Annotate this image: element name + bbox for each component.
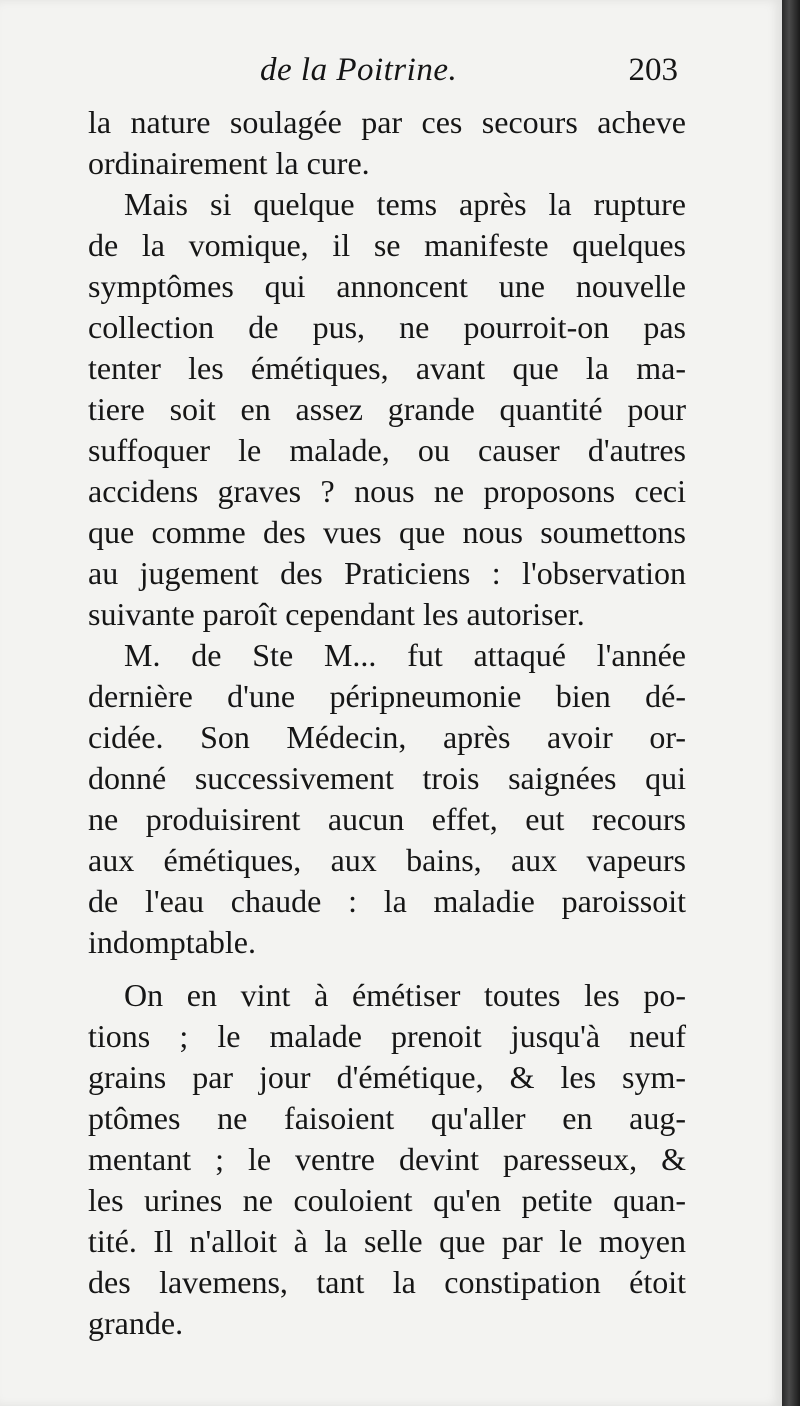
- text-line: accidens graves ? nous ne proposons ceci: [88, 473, 686, 509]
- text-line: que comme des vues que nous soumettons: [88, 514, 686, 550]
- running-title: de la Poitrine.: [260, 52, 458, 88]
- text-line: au jugement des Praticiens : l'observation: [88, 555, 686, 591]
- paragraph: [88, 975, 686, 1344]
- text-line: grande.: [88, 1305, 184, 1341]
- paragraph: [88, 184, 686, 635]
- running-head: [88, 52, 686, 96]
- text-line: la nature soulagée par ces secours acheve: [88, 104, 686, 140]
- body-text: [88, 102, 686, 1344]
- text-line: suffoquer le malade, ou causer d'autres: [88, 432, 686, 468]
- text-line: Mais si quelque tems après la rupture: [124, 186, 686, 222]
- text-line: collection de pus, ne pourroit-on pas: [88, 309, 686, 345]
- text-line: les urines ne couloient qu'en petite quan-: [88, 1182, 686, 1218]
- page-number: 203: [628, 52, 678, 88]
- paragraph: [88, 635, 686, 963]
- text-line: On en vint à émétiser toutes les po-: [124, 977, 686, 1013]
- text-line: grains par jour d'émétique, & les sym-: [88, 1059, 686, 1095]
- text-line: symptômes qui annoncent une nouvelle: [88, 268, 686, 304]
- text-line: tiere soit en assez grande quantité pour: [88, 391, 686, 427]
- text-line: ordinairement la cure.: [88, 145, 370, 181]
- text-line: dernière d'une péripneumonie bien dé-: [88, 678, 686, 714]
- text-line: aux émétiques, aux bains, aux vapeurs: [88, 842, 686, 878]
- text-line: M. de Ste M... fut attaqué l'année: [124, 637, 686, 673]
- page-edge-shadow: [782, 0, 800, 1406]
- text-line: tité. Il n'alloit à la selle que par le moyen: [88, 1223, 686, 1259]
- text-line: tions ; le malade prenoit jusqu'à neuf: [88, 1018, 686, 1054]
- text-line: des lavemens, tant la constipation étoit: [88, 1264, 686, 1300]
- paragraph: [88, 102, 686, 184]
- text-line: ptômes ne faisoient qu'aller en aug-: [88, 1100, 686, 1136]
- text-line: mentant ; le ventre devint paresseux, &: [88, 1141, 686, 1177]
- text-line: suivante paroît cependant les autoriser.: [88, 596, 585, 632]
- text-line: cidée. Son Médecin, après avoir or-: [88, 719, 686, 755]
- paragraph-gap: [88, 963, 686, 975]
- text-line: donné successivement trois saignées qui: [88, 760, 686, 796]
- text-line: indomptable.: [88, 924, 256, 960]
- text-line: de l'eau chaude : la maladie paroissoit: [88, 883, 686, 919]
- text-line: tenter les émétiques, avant que la ma-: [88, 350, 686, 386]
- text-line: ne produisirent aucun effet, eut recours: [88, 801, 686, 837]
- text-line: de la vomique, il se manifeste quelques: [88, 227, 686, 263]
